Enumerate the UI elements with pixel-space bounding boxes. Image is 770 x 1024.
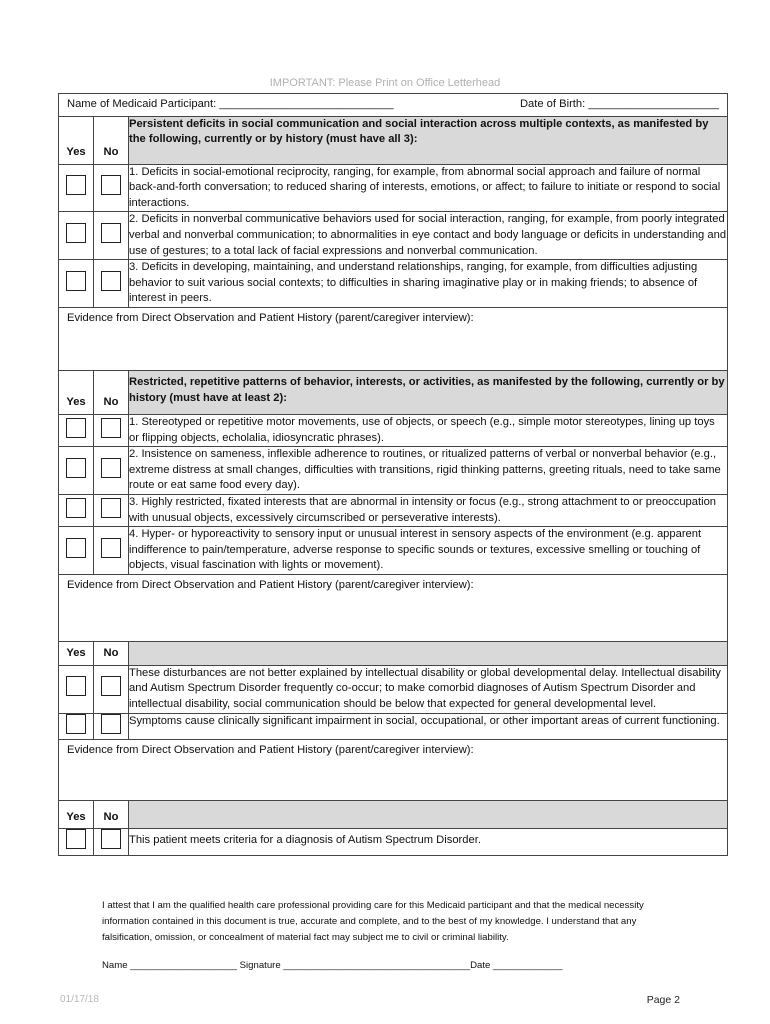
- section4-item: [59, 829, 728, 856]
- criterion-text: 3. Deficits in developing, maintaining, and understand relationships, ranging, for example, from difficulties adjusting behavior to suit various social contexts; to difficulties in sharing imaginative play or in making friends; to absence of interest in peers.: [129, 260, 728, 308]
- yes-column-header: Yes: [59, 116, 94, 164]
- no-column-header: No: [94, 116, 129, 164]
- no-checkbox[interactable]: [101, 458, 121, 478]
- signature-line[interactable]: Name ____________________ Signature ___________________________________Date _____________: [102, 960, 563, 971]
- section1-item-2: [59, 212, 728, 260]
- no-checkbox[interactable]: [101, 714, 121, 734]
- criterion-text: 2. Insistence on sameness, inflexible adherence to routines, or ritualized patterns of verbal or nonverbal behavior (e.g., extreme distress at small changes, difficulties with transitions, rigid thinking patterns, greeting rituals, need to take same route or eat same food every day).: [129, 447, 728, 495]
- section2-item-3: [59, 494, 728, 526]
- final-criterion-text: This patient meets criteria for a diagnosis of Autism Spectrum Disorder.: [129, 829, 728, 856]
- yes-checkbox[interactable]: [66, 829, 86, 849]
- no-column-header: No: [94, 641, 129, 665]
- section1-item-3: [59, 260, 728, 308]
- section1-item-1: [59, 164, 728, 212]
- yes-checkbox[interactable]: [66, 175, 86, 195]
- no-checkbox[interactable]: [101, 175, 121, 195]
- yes-checkbox[interactable]: [66, 538, 86, 558]
- evidence-label: Evidence from Direct Observation and Patient History (parent/caregiver interview):: [67, 744, 474, 757]
- yes-checkbox[interactable]: [66, 418, 86, 438]
- date-of-birth-field[interactable]: Date of Birth: _____________________: [519, 98, 719, 110]
- criterion-text: 4. Hyper- or hyporeactivity to sensory input or unusual interest in sensory aspects of the environment (e.g. apparent indifference to pain/temperature, adverse response to specific sounds or textures, excessive smelling or touching of objects, visual fascination with lights or movement).: [129, 527, 728, 575]
- page-number: Page 2: [646, 994, 680, 1006]
- evidence-label: Evidence from Direct Observation and Patient History (parent/caregiver interview):: [67, 578, 474, 591]
- section3-heading-bar: [129, 641, 728, 665]
- no-checkbox[interactable]: [101, 538, 121, 558]
- evidence-field[interactable]: [59, 740, 728, 801]
- criterion-text: 3. Highly restricted, fixated interests that are abnormal in intensity or focus (e.g., strong attachment to or preoccupation with unusual objects, excessively circumscribed or perseverative interests).: [129, 494, 728, 526]
- yes-checkbox[interactable]: [66, 676, 86, 696]
- criterion-text: 1. Deficits in social-emotional reciprocity, ranging, for example, from abnormal social approach and failure of normal back-and-forth conversation; to reduced sharing of interests, emotions, or affect; to failure to initiate or respond to social interactions.: [129, 164, 728, 212]
- yes-column-header: Yes: [59, 641, 94, 665]
- section2-item-2: [59, 447, 728, 495]
- criterion-text: Symptoms cause clinically significant impairment in social, occupational, or other important areas of current functioning.: [129, 713, 728, 740]
- no-checkbox[interactable]: [101, 271, 121, 291]
- participant-name-field[interactable]: Name of Medicaid Participant: ____________________________: [67, 98, 394, 110]
- no-checkbox[interactable]: [101, 676, 121, 696]
- no-column-header: No: [94, 801, 129, 829]
- evidence-field[interactable]: [59, 574, 728, 641]
- yes-column-header: Yes: [59, 370, 94, 414]
- section3-item-2: [59, 713, 728, 740]
- yes-checkbox[interactable]: [66, 458, 86, 478]
- asd-criteria-form: [58, 93, 728, 856]
- section3-header-row: [59, 641, 728, 665]
- section1-evidence-row: [59, 307, 728, 370]
- no-checkbox[interactable]: [101, 498, 121, 518]
- criterion-text: 1. Stereotyped or repetitive motor movements, use of objects, or speech (e.g., simple motor stereotypes, lining up toys or flipping objects, echolalia, idiosyncratic phrases).: [129, 414, 728, 446]
- evidence-label: Evidence from Direct Observation and Patient History (parent/caregiver interview):: [67, 311, 474, 324]
- footer-date: 01/17/18: [60, 994, 99, 1005]
- section2-heading: Restricted, repetitive patterns of behavior, interests, or activities, as manifested by the following, currently or by history (must have at least 2):: [129, 370, 728, 414]
- no-column-header: No: [94, 370, 129, 414]
- criterion-text: 2. Deficits in nonverbal communicative behaviors used for social interaction, ranging, for example, from poorly integrated verbal and nonverbal communication; to abnormalities in eye contact and body language or deficits in understanding and use of gestures; to a total lack of facial expressions and nonverbal communication.: [129, 212, 728, 260]
- section4-header-row: [59, 801, 728, 829]
- section1-header-row: [59, 116, 728, 164]
- yes-checkbox[interactable]: [66, 271, 86, 291]
- evidence-field[interactable]: [59, 307, 728, 370]
- participant-row: [59, 94, 728, 117]
- section3-item-1: [59, 665, 728, 713]
- no-checkbox[interactable]: [101, 418, 121, 438]
- section2-item-4: [59, 527, 728, 575]
- section2-evidence-row: [59, 574, 728, 641]
- yes-column-header: Yes: [59, 801, 94, 829]
- no-checkbox[interactable]: [101, 223, 121, 243]
- yes-checkbox[interactable]: [66, 223, 86, 243]
- section2-item-1: [59, 414, 728, 446]
- section2-header-row: [59, 370, 728, 414]
- criterion-text: These disturbances are not better explained by intellectual disability or global developmental delay. Intellectual disability and Autism Spectrum Disorder frequently co-occur; to make comorbid diagnoses of Autism Spectrum Disorder and intellectual disability, social communication should be below that expected for general developmental level.: [129, 665, 728, 713]
- section3-evidence-row: [59, 740, 728, 801]
- yes-checkbox[interactable]: [66, 498, 86, 518]
- section1-heading: Persistent deficits in social communication and social interaction across multiple contexts, as manifested by the following, currently or by history (must have all 3):: [129, 116, 728, 164]
- section4-heading-bar: [129, 801, 728, 829]
- letterhead-note: IMPORTANT: Please Print on Office Letterhead: [269, 77, 501, 89]
- yes-checkbox[interactable]: [66, 714, 86, 734]
- no-checkbox[interactable]: [101, 829, 121, 849]
- attestation-statement: I attest that I am the qualified health care professional providing care for this Medicaid participant and that the medical necessity information contained in this document is true, accurate and complete, and to the best of my knowledge. I understand that any falsification, omission, or concealment of material fact may subject me to civil or criminal liability.: [102, 900, 644, 943]
